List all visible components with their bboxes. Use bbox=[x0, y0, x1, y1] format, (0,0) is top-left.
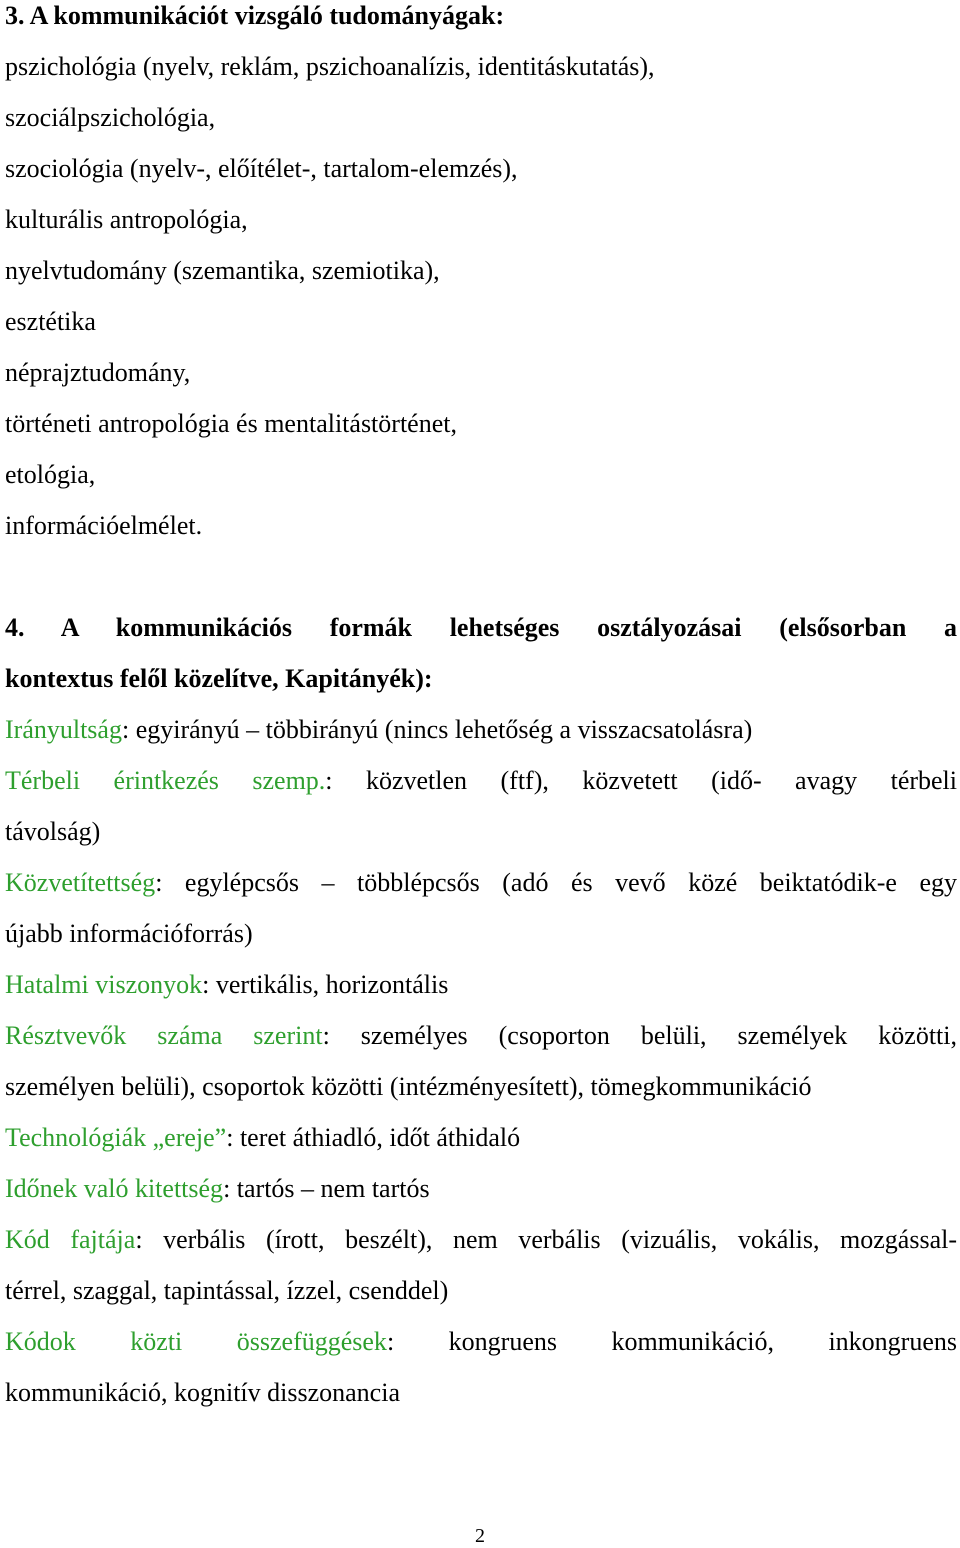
term-terbeli: Térbeli érintkezés szemp. bbox=[5, 766, 326, 795]
entry-kod-line-1 bbox=[5, 1225, 957, 1255]
text-idonek: : tartós – nem tartós bbox=[223, 1174, 430, 1203]
term-iranyultsag: Irányultság bbox=[5, 715, 122, 744]
discipline-item-ethnography: néprajztudomány, bbox=[5, 358, 191, 387]
text-terbeli-1: : közvetlen (ftf), közvetett (idő- avagy térbeli bbox=[325, 766, 958, 795]
discipline-item-psychology: pszichológia (nyelv, reklám, pszichoanalízis, identitáskutatás), bbox=[5, 52, 655, 81]
entry-kozvetitettseg-line-1 bbox=[5, 868, 957, 898]
text-hatalmi: : vertikális, horizontális bbox=[202, 970, 449, 999]
discipline-item-sociology: szociológia (nyelv-, előítélet-, tartalom-elemzés), bbox=[5, 154, 518, 183]
entry-terbeli-line-2: távolság) bbox=[5, 817, 101, 846]
discipline-item-linguistics: nyelvtudomány (szemantika, szemiotika), bbox=[5, 256, 440, 285]
entry-iranyultsag bbox=[5, 715, 752, 745]
entry-idonek bbox=[5, 1174, 430, 1204]
entry-terbeli-line-1 bbox=[5, 766, 957, 796]
text-kozvetitettseg-1: : egylépcsős – többlépcsős (adó és vevő közé beiktatódik-e egy bbox=[155, 868, 957, 897]
discipline-item-social-psychology: szociálpszichológia, bbox=[5, 103, 216, 132]
section-4-heading-line-2: kontextus felől közelítve, Kapitányék): bbox=[5, 664, 433, 693]
term-technologiak: Technológiák „ereje” bbox=[5, 1123, 227, 1152]
entry-kod-line-2: térrel, szaggal, tapintással, ízzel, csenddel) bbox=[5, 1276, 449, 1305]
term-kozvetitettseg: Közvetítettség bbox=[5, 868, 156, 897]
discipline-item-cultural-anthropology: kulturális antropológia, bbox=[5, 205, 248, 234]
discipline-item-ethology: etológia, bbox=[5, 460, 96, 489]
text-resztvevok-1: : személyes (csoporton belüli, személyek közötti, bbox=[322, 1021, 957, 1050]
discipline-item-historical-anthropology: történeti antropológia és mentalitástörténet, bbox=[5, 409, 457, 438]
term-hatalmi: Hatalmi viszonyok bbox=[5, 970, 203, 999]
page-number: 2 bbox=[475, 1525, 485, 1547]
term-resztvevok: Résztvevők száma szerint bbox=[5, 1021, 323, 1050]
entry-technologiak bbox=[5, 1123, 520, 1153]
term-kodok: Kódok közti összefüggések bbox=[5, 1327, 387, 1356]
entry-resztvevok-line-1 bbox=[5, 1021, 957, 1051]
text-technologiak: : teret áthiadló, időt áthidaló bbox=[226, 1123, 521, 1152]
discipline-item-aesthetics: esztétika bbox=[5, 307, 96, 336]
section-3-heading: 3. A kommunikációt vizsgáló tudományágak: bbox=[5, 1, 505, 30]
term-kod: Kód fajtája bbox=[5, 1225, 136, 1254]
term-idonek: Időnek való kitettség bbox=[5, 1174, 224, 1203]
entry-kodok-line-1 bbox=[5, 1327, 957, 1357]
text-kod-1: : verbális (írott, beszélt), nem verbális (vizuális, vokális, mozgással- bbox=[135, 1225, 957, 1254]
entry-kozvetitettseg-line-2: újabb információforrás) bbox=[5, 919, 253, 948]
entry-resztvevok-line-2: személyen belüli), csoportok közötti (intézményesített), tömegkommunikáció bbox=[5, 1072, 812, 1101]
entry-hatalmi bbox=[5, 970, 448, 1000]
section-4-heading-line-1: 4. A kommunikációs formák lehetséges osztályozásai (elsősorban a bbox=[5, 613, 957, 642]
text-iranyultsag: : egyirányú – többirányú (nincs lehetőség a visszacsatolásra) bbox=[121, 715, 753, 744]
entry-kodok-line-2: kommunikáció, kognitív disszonancia bbox=[5, 1378, 400, 1407]
text-kodok-1: : kongruens kommunikáció, inkongruens bbox=[386, 1327, 957, 1356]
discipline-item-information-theory: információelmélet. bbox=[5, 511, 203, 540]
